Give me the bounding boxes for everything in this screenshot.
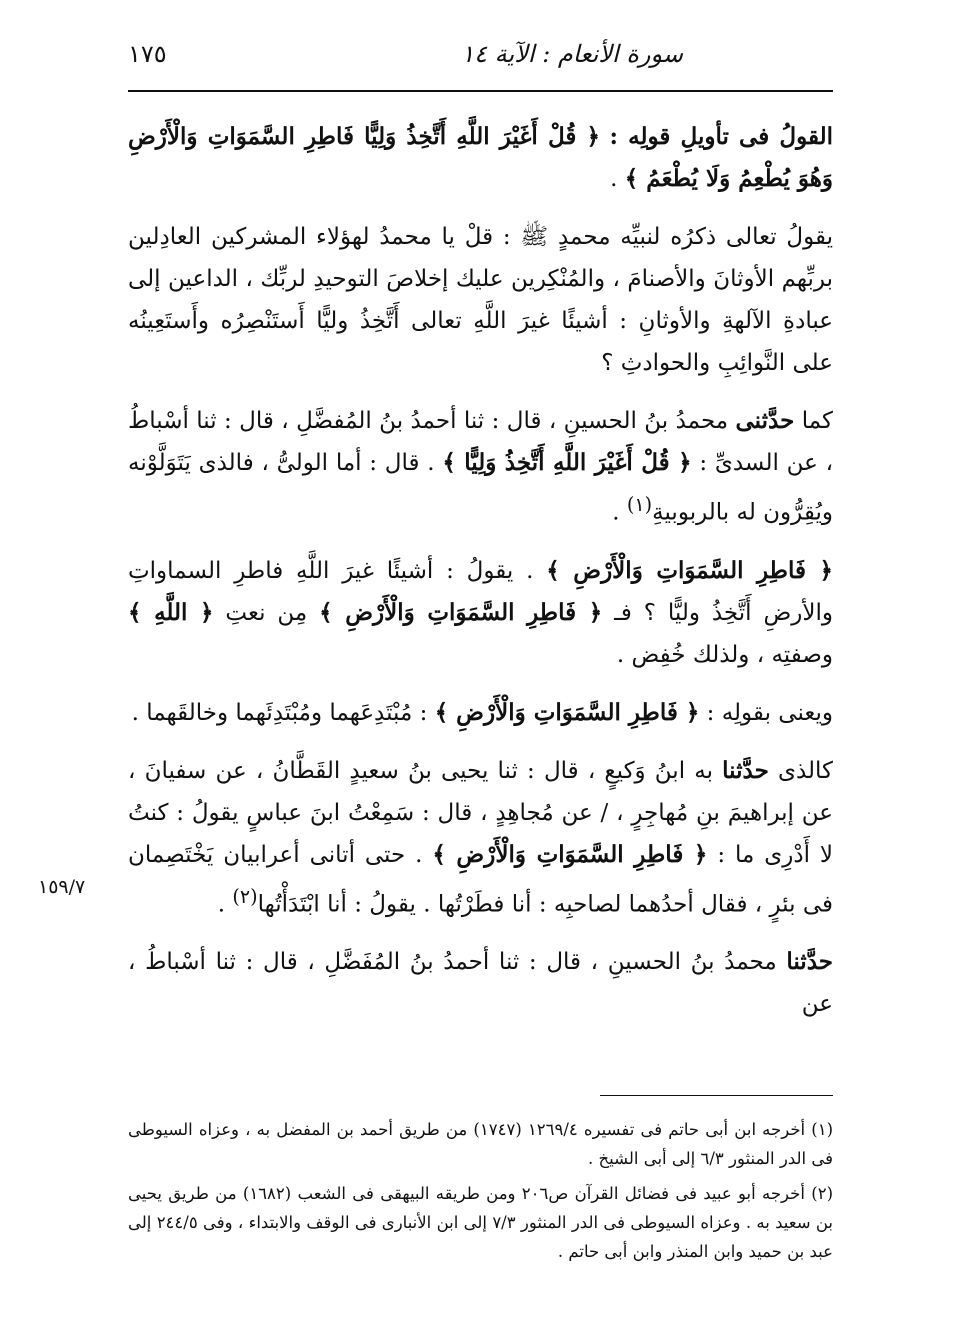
page-header	[128, 40, 833, 80]
text: . قال : أما الولىُّ ، فالذى يَتَوَلَّوْنه ويُقِرُّون له بالربوبيةِ	[128, 450, 833, 526]
text: كما	[801, 408, 833, 434]
quran-quote: ﴿ قُلْ أَغَيْرَ اللَّهِ أَتَّخِذُ وَلِيًّا فَاطِرِ السَّمَوَاتِ وَالْأَرْضِ وَهُوَ يُطْعِمُ وَلَا يُطْعَمُ ﴾	[128, 123, 833, 192]
margin-reference: ١٥٩/٧	[38, 876, 86, 898]
text: .	[612, 499, 627, 526]
text: .	[217, 891, 233, 918]
quran-quote: ﴿ قُلْ أَغَيْرَ اللَّهِ أَتَّخِذُ وَلِيًّا ﴾	[442, 449, 692, 476]
text: محمدُ بنُ الحسينِ ، قال : ثنا أحمدُ بنُ المُفَضَّلِ ، قال : ثنا أسْباطُ ، عن	[128, 949, 833, 1018]
quran-quote: ﴿ اللَّهِ ﴾	[128, 598, 214, 626]
text: ويعنى بقولِه :	[699, 699, 833, 726]
paragraph-2: يقولُ تعالى ذكرُه لنبيِّه محمدٍ ﷺ : قلْ يا محمدُ لهؤلاء المشركين العادِلين بربِّهم الأوثانَ والأصنامَ ، والمُنْكِرين عليك إخلاصَ التوحيدِ لربِّك ، الداعين إلى عبادةِ الآلهةِ والأوثانِ : أشيئًا غيرَ اللَّهِ تعالى أَتَّخِذُ وليًّا أَستَنْصِرُه وأَستَعِينُه على النَّوائِبِ والحوادثِ ؟	[128, 224, 833, 376]
paragraph-3	[128, 400, 833, 534]
text: مِن نعتِ	[213, 599, 320, 626]
quran-quote: ﴿ فَاطِرِ السَّمَوَاتِ وَالْأَرْضِ ﴾	[546, 556, 833, 584]
text: . حتى أتانى أعرابيان يَخْتَصِمان فى بئرٍ ، فقال أحدُهما لصاحبِه : أنا فطَرْتُها . يقولُ : أنا ابْتَدَأْتُها	[128, 841, 833, 918]
page-number: ١٧٥	[128, 40, 167, 68]
quran-quote: ﴿ فَاطِرِ السَّمَوَاتِ وَالْأَرْضِ ﴾	[319, 598, 603, 626]
quran-quote: ﴿ فَاطِرِ السَّمَوَاتِ وَالْأَرْضِ ﴾	[432, 840, 708, 868]
paragraph-6	[128, 750, 833, 926]
hadith-marker: حدَّثنا	[722, 756, 769, 784]
main-text	[128, 116, 833, 1041]
text: وصفتِه ، ولذلك خُفِض .	[616, 641, 833, 668]
section-heading: القولُ فى تأويلِ قولِه :	[609, 123, 833, 150]
running-title: سورة الأنعام : الآية ١٤	[461, 40, 683, 68]
paragraph-4	[128, 550, 833, 676]
text: محمدُ بنُ الحسينِ ، قال : ثنا أحمدُ بنُ المُفضَّلِ ، قال : ثنا أسْباطُ ، عن السدىِّ :	[128, 408, 834, 476]
text: . يقولُ : أشيئًا غيرَ اللَّهِ فاطرِ السماواتِ والأرضِ أَتَّخِذُ وليًّا ؟ فـ	[128, 557, 833, 626]
footnote-1: (١) أخرجه ابن أبى حاتم فى تفسيره ١٢٦٩/٤ (١٧٤٧) من طريق أحمد بن المفضل به ، وعزاه السيوطى فى الدر المنثور ٦/٣ إلى أبى الشيخ .	[128, 1120, 834, 1168]
paragraph-5	[128, 692, 833, 734]
footnotes	[128, 1115, 833, 1272]
hadith-marker: حدَّثنى	[735, 407, 795, 434]
text: به ابنُ وَكيعٍ ، قال : ثنا يحيى بنُ سعيدٍ القَطَّانُ ، عن سفيانَ ، عن إبراهيمَ بنِ مُهاجِرٍ ، / عن مُجاهِدٍ ، قال : سَمِعْتُ ابنَ عباسٍ يقولُ : كنتُ لا أَدْرِى ما :	[128, 757, 833, 868]
text: : مُبْتَدِعَهما ومُبْتَدِئَهما وخالقَهما .	[131, 699, 435, 726]
paragraph-1	[128, 116, 833, 200]
text: كالذى	[777, 757, 834, 784]
quran-quote: ﴿ فَاطِرِ السَّمَوَاتِ وَالْأَرْضِ ﴾	[434, 698, 700, 726]
footnote-ref-2: (٢)	[232, 884, 258, 908]
paragraph-7	[128, 941, 833, 1025]
hadith-marker: حدَّثنا	[786, 948, 833, 976]
footnote-2: (٢) أخرجه أبو عبيد فى فضائل القرآن ص٢٠٦ ومن طريقه البيهقى فى الشعب (١٦٨٢) من طريق يحيى بن سعيد به . وعزاه السيوطى فى الدر المنثور ٧/٣ إلى ابن الأنبارى فى الوقف والابتداء ، وفى ٢٤٤/٥ إلى عبد بن حميد وابن المنذر وابن أبى حاتم .	[128, 1184, 834, 1261]
text: .	[610, 166, 625, 192]
footnote-rule	[600, 1095, 833, 1096]
header-rule	[128, 90, 833, 92]
footnote-ref-1: (١)	[626, 493, 653, 516]
